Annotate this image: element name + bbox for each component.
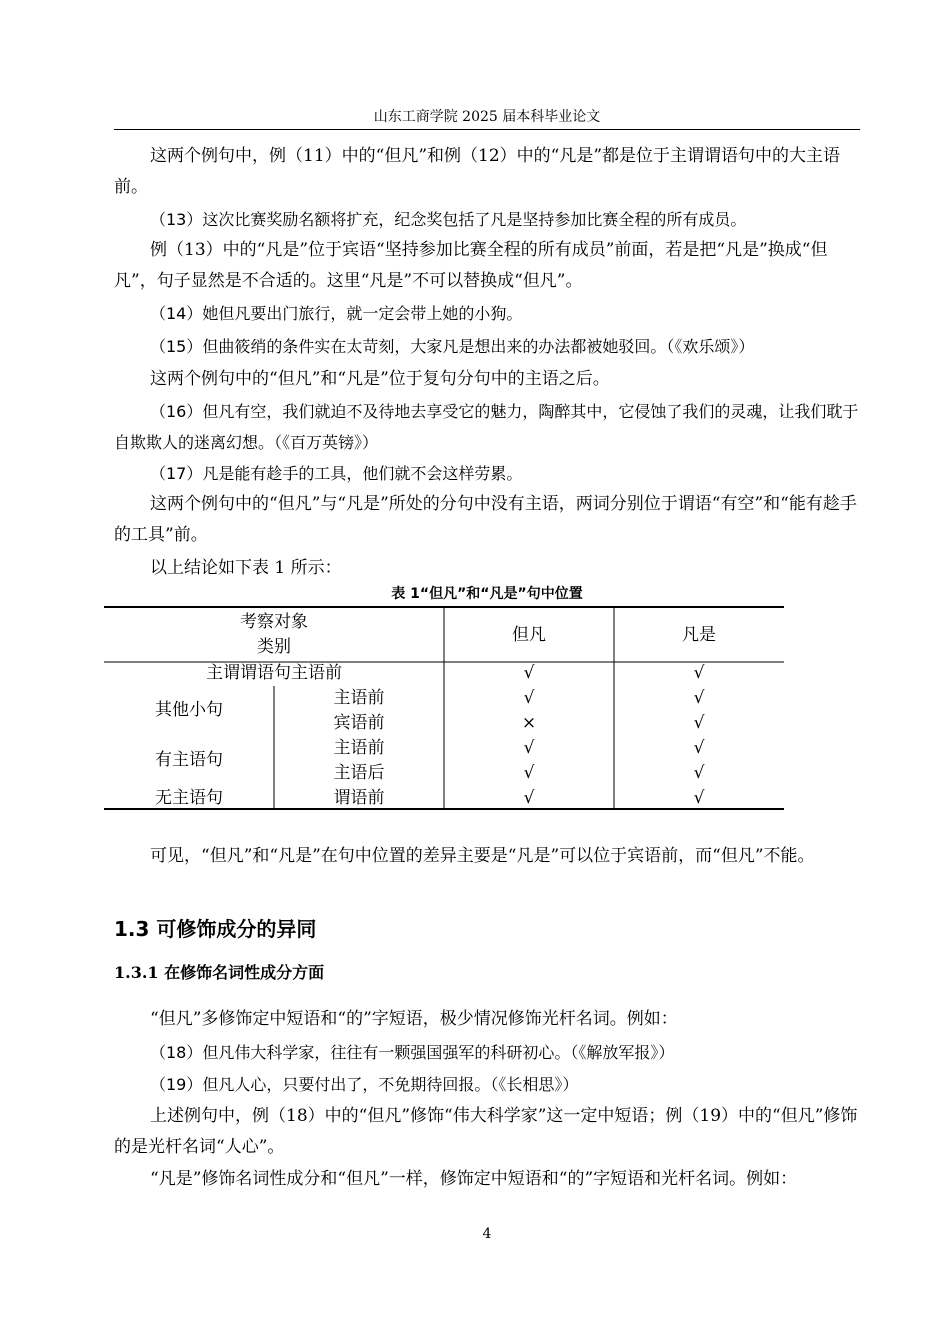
cell-danfan: √ [523,688,535,708]
cell-fanshi: √ [693,763,705,783]
table-caption: 表 1“但凡”和“凡是”句中位置 [391,586,583,602]
body-paragraph: 这两个例句中的“但凡”与“凡是”所处的分句中没有主语，两词分别位于谓语“有空”和“能有趁手的工具”前。 [114,494,857,545]
cell-danfan: √ [523,763,535,783]
running-header: 山东工商学院 2025 届本科毕业论文 [373,109,601,125]
body-paragraph: 例（13）中的“凡是”位于宾语“坚持参加比赛全程的所有成员”前面，若是把“凡是”换成“但凡”，句子显然是不合适的。这里“凡是”不可以替换成“但凡”。 [114,240,828,291]
sub-label: 主语前 [333,688,385,708]
header-rule [114,129,860,130]
cell-danfan: × [521,713,537,733]
body-paragraph: 以上结论如下表 1 所示： [150,558,342,578]
example-sentence: （16）但凡有空，我们就迫不及待地去享受它的魅力，陶醉其中，它侵蚀了我们的灵魂，让我们耽于自欺欺人的迷离幻想。（《百万英镑》） [114,402,859,452]
table-header-object: 考察对象 [240,612,308,632]
example-sentence: （18）但凡伟大科学家，往往有一颗强国强军的科研初心。（《解放军报》） [150,1043,675,1062]
example-sentence: （15）但曲筱绡的条件实在太苛刻，大家凡是想出来的办法都被她驳回。（《欢乐颂》） [150,337,755,356]
cell-fanshi: √ [693,738,705,758]
section-heading: 1.3 可修饰成分的异同 [114,917,317,941]
group-label: 其他小句 [155,700,223,720]
group-label: 无主语句 [155,788,223,808]
sub-label: 宾语前 [333,713,385,733]
page-number: 4 [482,1226,492,1242]
cell-danfan: √ [523,788,535,808]
row-main-danfan: √ [523,663,535,683]
body-paragraph: 这两个例句中，例（11）中的“但凡”和例（12）中的“凡是”都是位于主谓谓语句中的大主语前。 [114,146,841,197]
table-header-fanshi: 凡是 [682,625,716,645]
body-paragraph: “凡是”修饰名词性成分和“但凡”一样，修饰定中短语和“的”字短语和光杆名词。例如： [150,1169,798,1189]
example-sentence: （17）凡是能有趁手的工具，他们就不会这样劳累。 [150,464,523,483]
table-header-category: 类别 [257,637,291,657]
row-main-label: 主谓谓语句主语前 [206,663,342,683]
body-paragraph: 可见，“但凡”和“凡是”在句中位置的差异主要是“凡是”可以位于宾语前，而“但凡”不能。 [150,846,815,866]
body-paragraph: 这两个例句中的“但凡”和“凡是”位于复句分句中的主语之后。 [150,369,610,389]
position-table [104,606,784,810]
subsection-heading: 1.3.1 在修饰名词性成分方面 [114,963,325,982]
cell-fanshi: √ [693,788,705,808]
example-sentence: （14）她但凡要出门旅行，就一定会带上她的小狗。 [150,304,523,323]
example-sentence: （19）但凡人心，只要付出了，不免期待回报。（《长相思》） [150,1075,579,1094]
sub-label: 主语前 [333,738,385,758]
table-header-danfan: 但凡 [512,625,546,645]
cell-danfan: √ [523,738,535,758]
example-sentence: （13）这次比赛奖励名额将扩充，纪念奖包括了凡是坚持参加比赛全程的所有成员。 [150,210,747,229]
cell-fanshi: √ [693,688,705,708]
sub-label: 主语后 [333,763,385,783]
group-label: 有主语句 [155,750,223,770]
cell-fanshi: √ [693,713,705,733]
row-main-fanshi: √ [693,663,705,683]
sub-label: 谓语前 [333,788,385,808]
body-paragraph: “但凡”多修饰定中短语和“的”字短语，极少情况修饰光杆名词。例如： [150,1009,678,1029]
body-paragraph: 上述例句中，例（18）中的“但凡”修饰“伟大科学家”这一定中短语；例（19）中的“但凡”修饰的是光杆名词“人心”。 [114,1106,858,1157]
